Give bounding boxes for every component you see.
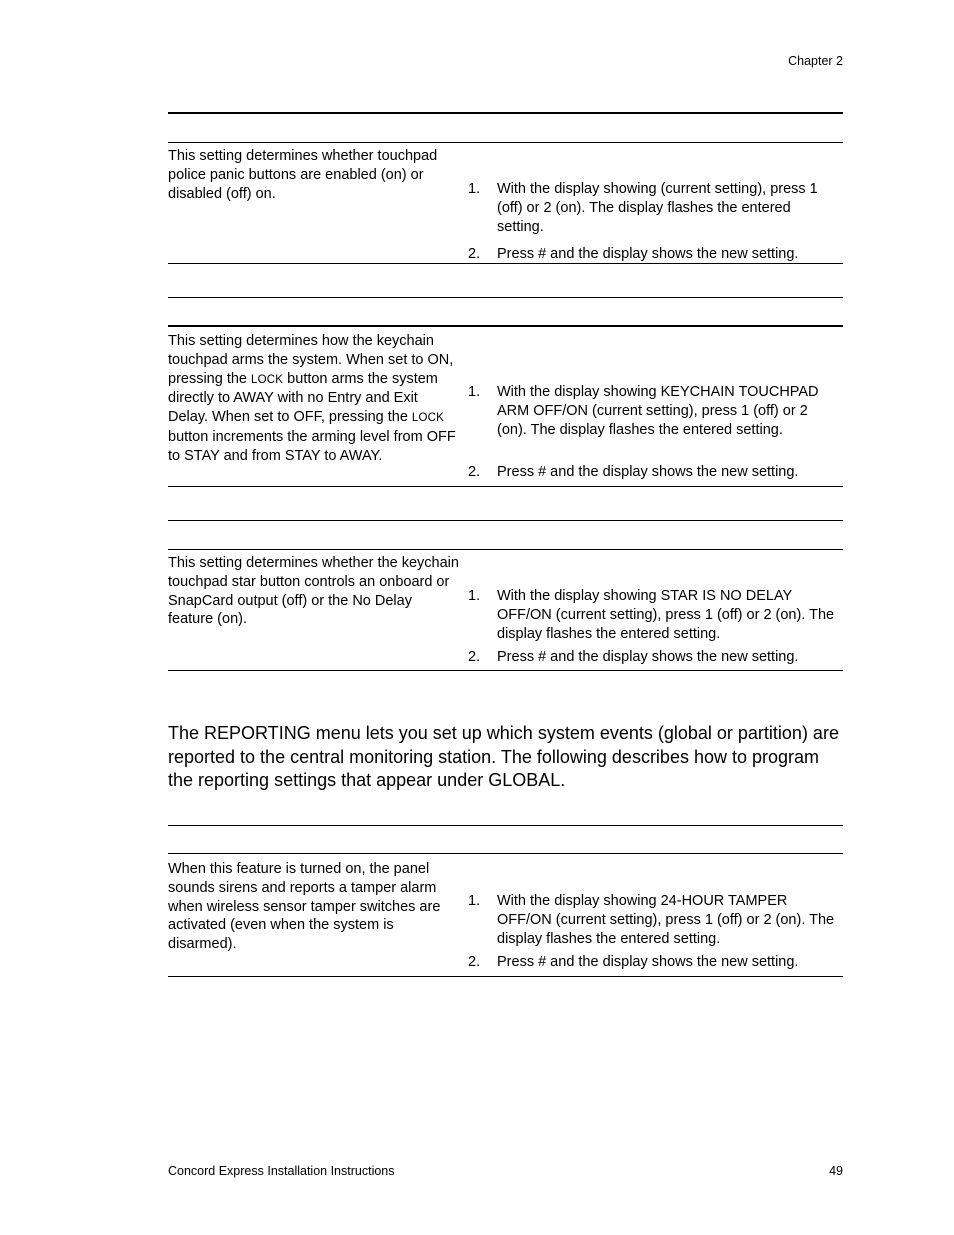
table-3-top-rule bbox=[168, 549, 843, 550]
step-text: With the display showing 24-HOUR TAMPER OFF/ON (current setting), press 1 (off) or 2 (on). The display flashes the entered setting. bbox=[497, 893, 835, 947]
table-4-bottom-rule bbox=[168, 976, 843, 977]
table-3-header-rule bbox=[168, 520, 843, 521]
table-3-description: This setting determines whether the keychain touchpad star button controls an onboard or SnapCard output (off) or the No Delay feature (on). bbox=[168, 555, 459, 628]
table-3-bottom-rule bbox=[168, 670, 843, 671]
desc-part: This setting determines how the keychain touchpad arms the system. When set to ON, pressing the bbox=[168, 333, 454, 387]
table-4-top-rule bbox=[168, 853, 843, 854]
step-number: 1. bbox=[468, 384, 481, 400]
step-text: With the display showing KEYCHAIN TOUCHPAD ARM OFF/ON (current setting), press 1 (off) or 2 (on). The display flashes the entered setting. bbox=[497, 384, 819, 438]
table-2-header-rule bbox=[168, 297, 843, 298]
chapter-label: Chapter 2 bbox=[788, 54, 843, 68]
step-number: 1. bbox=[468, 893, 481, 909]
step-text: Press # and the display shows the new setting. bbox=[497, 464, 799, 480]
desc-part: button arms the system directly to AWAY with no Entry and Exit Delay. When set to OFF, pressing the bbox=[168, 370, 438, 426]
page-number: 49 bbox=[829, 1164, 843, 1178]
table-2-description bbox=[168, 332, 460, 466]
table-1-bottom-rule bbox=[168, 263, 843, 264]
step-text: Press # and the display shows the new setting. bbox=[497, 246, 799, 262]
footer-title: Concord Express Installation Instructions bbox=[168, 1164, 395, 1178]
table-4-description: When this feature is turned on, the panel sounds sirens and reports a tamper alarm when wireless sensor tamper switches are activated (even when the system is disarmed). bbox=[168, 861, 441, 953]
step-text: Press # and the display shows the new setting. bbox=[497, 649, 799, 665]
table-2-bottom-rule bbox=[168, 486, 843, 487]
step-text: With the display showing (current setting), press 1 (off) or 2 (on). The display flashes the entered setting. bbox=[497, 181, 818, 235]
table-2-top-rule bbox=[168, 325, 843, 327]
header-rule bbox=[168, 112, 843, 114]
lock-button-label: LOCK bbox=[251, 373, 284, 386]
step-number: 1. bbox=[468, 181, 481, 197]
step-number: 2. bbox=[468, 246, 481, 262]
step-number: 2. bbox=[468, 649, 481, 665]
lock-button-label: LOCK bbox=[411, 412, 445, 425]
table-4-header-rule bbox=[168, 825, 843, 826]
table-1-top-rule bbox=[168, 142, 843, 143]
reporting-paragraph: The REPORTING menu lets you set up which system events (global or partition) are reported to the central monitoring station. The following describes how to program the reporting settings that appear under GLOBAL. bbox=[168, 723, 839, 791]
step-text: With the display showing STAR IS NO DELAY OFF/ON (current setting), press 1 (off) or 2 (on). The display flashes the entered setting. bbox=[497, 588, 835, 642]
step-number: 2. bbox=[468, 954, 481, 970]
step-text: Press # and the display shows the new setting. bbox=[497, 954, 799, 970]
step-number: 1. bbox=[468, 588, 481, 604]
table-1-description: This setting determines whether touchpad police panic buttons are enabled (on) or disabled (off) on. bbox=[168, 148, 438, 202]
desc-part: button increments the arming level from OFF to STAY and from STAY to AWAY. bbox=[168, 428, 456, 464]
step-number: 2. bbox=[468, 464, 481, 480]
